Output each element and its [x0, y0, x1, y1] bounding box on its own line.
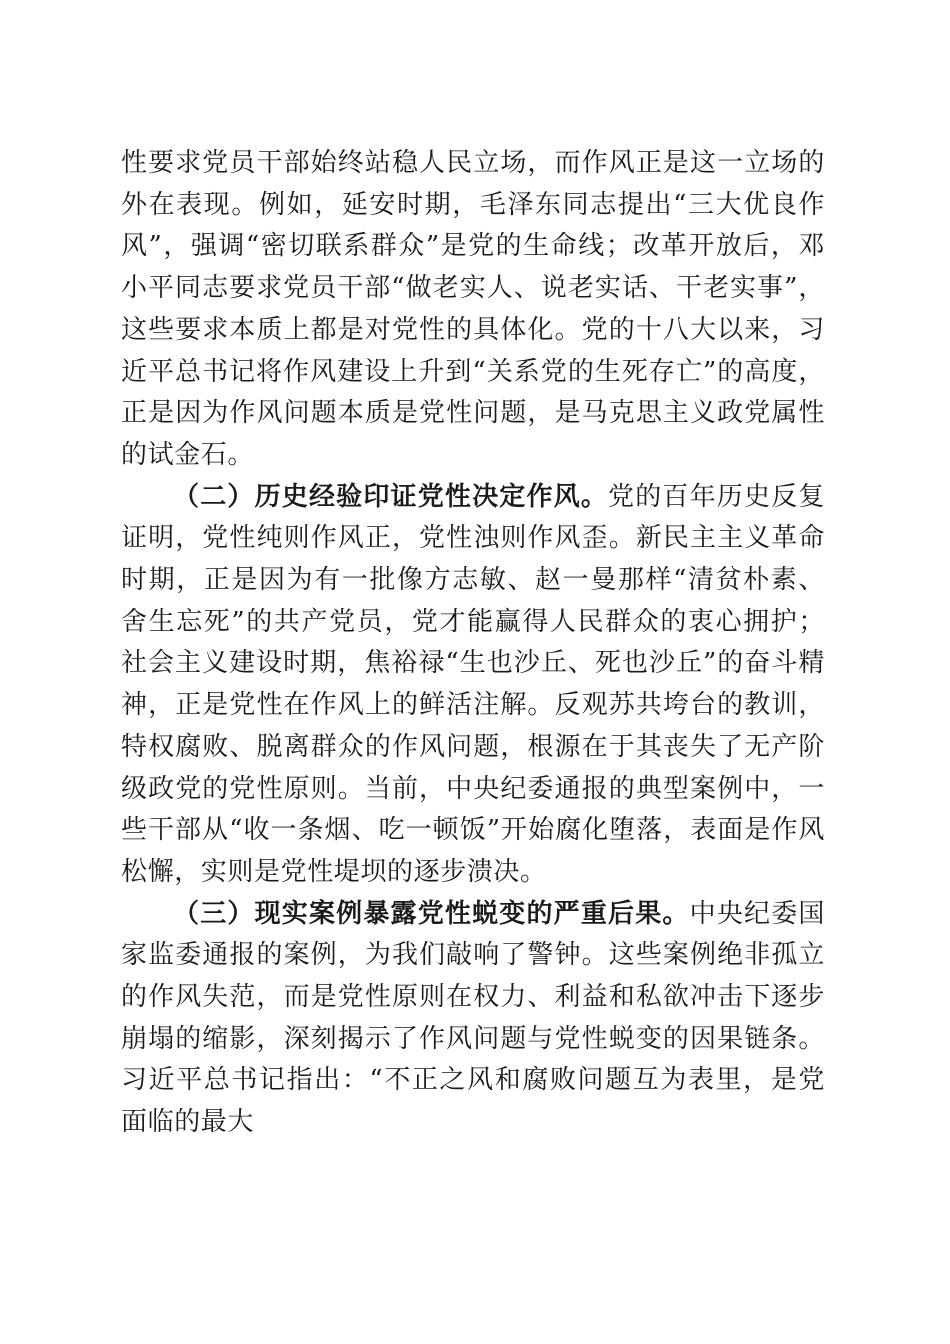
document-body — [121, 143, 825, 1144]
paragraph-section-3 — [121, 894, 825, 1144]
paragraph-section-2 — [121, 477, 825, 894]
paragraph-body: 性要求党员干部始终站稳人民立场，而作风正是这一立场的外在表现。例如，延安时期，毛泽东同志提出“三大优良作风”，强调“密切联系群众”是党的生命线；改革开放后，邓小平同志要求党员干部“做老实人、说老实话、干老实事”，这些要求本质上都是对党性的具体化。党的十八大以来，习近平总书记将作风建设上升到“关系党的生死存亡”的高度，正是因为作风问题本质是党性问题，是马克思主义政党属性的试金石。 — [121, 148, 825, 470]
section-heading-2: （二）历史经验印证党性决定作风。 — [173, 481, 609, 512]
paragraph-body: 中央纪委国家监委通报的案例，为我们敲响了警钟。这些案例绝非孤立的作风失范，而是党性原则在权力、利益和私欲冲击下逐步崩塌的缩影，深刻揭示了作风问题与党性蜕变的因果链条。习近平总书记指出：“不正之风和腐败问题互为表里，是党面临的最大 — [121, 898, 825, 1138]
paragraph-continuation — [121, 143, 825, 477]
section-heading-3: （三）现实案例暴露党性蜕变的严重后果。 — [173, 898, 690, 929]
paragraph-body: 党的百年历史反复证明，党性纯则作风正，党性浊则作风歪。新民主主义革命时期，正是因为有一批像方志敏、赵一曼那样“清贫朴素、舍生忘死”的共产党员，党才能赢得人民群众的衷心拥护；社会主义建设时期，焦裕禄“生也沙丘、死也沙丘”的奋斗精神，正是党性在作风上的鲜活注解。反观苏共垮台的教训，特权腐败、脱离群众的作风问题，根源在于其丧失了无产阶级政党的党性原则。当前，中央纪委通报的典型案例中，一些干部从“收一条烟、吃一顿饭”开始腐化堕落，表面是作风松懈，实则是党性堤坝的逐步溃决。 — [121, 481, 825, 887]
